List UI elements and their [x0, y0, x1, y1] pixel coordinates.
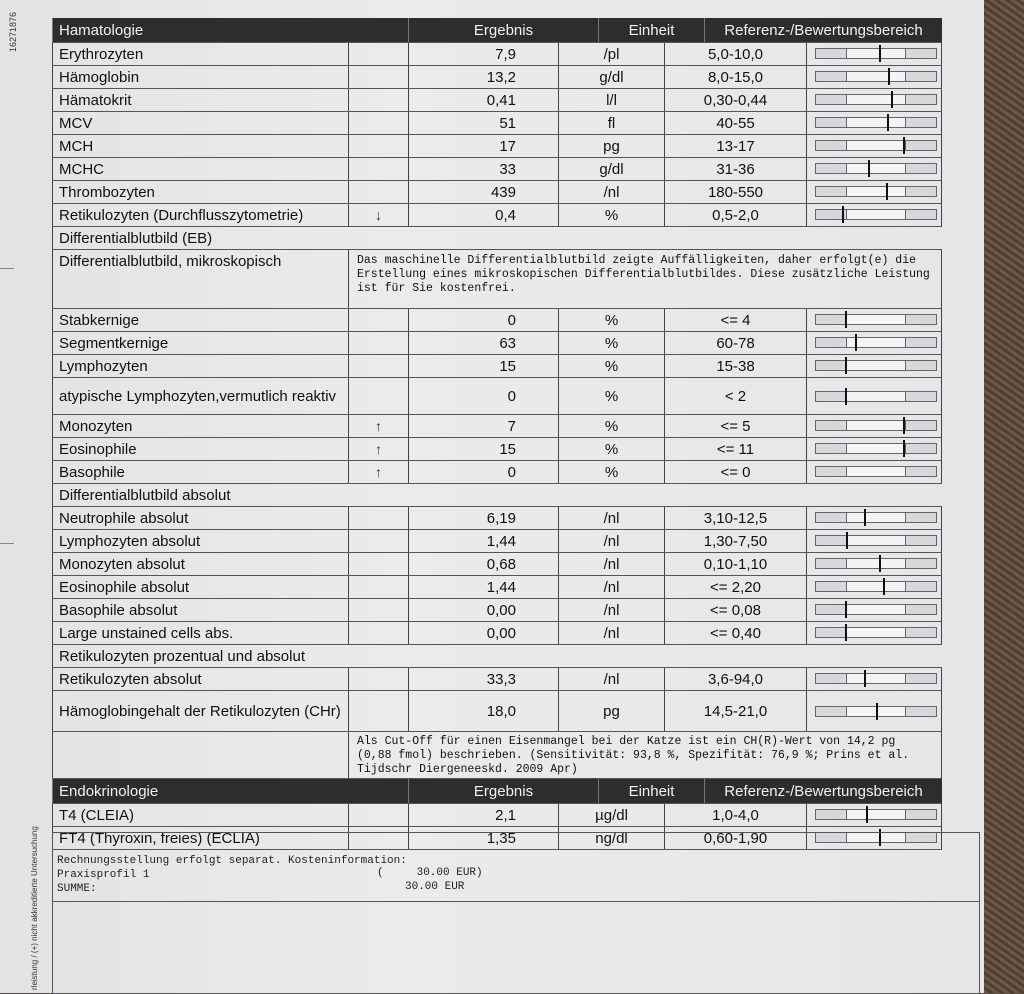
reference-bar [815, 420, 937, 431]
reference-zone [846, 49, 906, 58]
reference-bar [815, 512, 937, 523]
reference-zone [846, 392, 906, 401]
reference-bar-cell [806, 691, 942, 731]
reference-bar-cell [806, 89, 942, 111]
reference-bar [815, 581, 937, 592]
reference-bar [815, 673, 937, 684]
reference-zone [846, 605, 906, 614]
reference-range: 0,5-2,0 [664, 204, 806, 226]
reference-zone [846, 559, 906, 568]
reference-bar-cell [806, 599, 942, 621]
accreditation-note: rleistung / (+) nicht akkreditierte Untersuchung [30, 826, 39, 990]
unit: /pl [558, 43, 664, 65]
value-marker [903, 137, 905, 154]
test-name: MCV [52, 112, 348, 134]
reference-range: 0,60-1,90 [664, 827, 806, 849]
unit: % [558, 204, 664, 226]
result-value: 439 [408, 181, 558, 203]
reference-bar [815, 163, 937, 174]
value-marker [866, 806, 868, 823]
table-row [52, 332, 942, 355]
reference-zone [846, 444, 906, 453]
reference-bar [815, 337, 937, 348]
reference-bar-cell [806, 415, 942, 437]
table-row [52, 378, 942, 415]
reference-bar-cell [806, 461, 942, 483]
reference-range: < 2 [664, 378, 806, 414]
table-row [52, 553, 942, 576]
result-value: 15 [408, 355, 558, 377]
test-name: Retikulozyten absolut [52, 668, 348, 690]
reference-range: 0,10-1,10 [664, 553, 806, 575]
value-marker [845, 311, 847, 328]
deviation-arrow-icon [348, 43, 408, 65]
table-row [52, 158, 942, 181]
result-value: 7,9 [408, 43, 558, 65]
table-row [52, 438, 942, 461]
reference-range: 15-38 [664, 355, 806, 377]
section-title: Endokrinologie [52, 779, 348, 803]
reference-range: 180-550 [664, 181, 806, 203]
billing-line: Rechnungsstellung erfolgt separat. Kosteninformation: [57, 855, 407, 867]
result-value: 0,00 [408, 599, 558, 621]
table-row [52, 691, 942, 732]
test-name: Stabkernige [52, 309, 348, 331]
unit: % [558, 332, 664, 354]
unit: /nl [558, 599, 664, 621]
reference-zone [846, 467, 906, 476]
reference-bar [815, 535, 937, 546]
reference-zone [846, 674, 906, 683]
deviation-arrow-icon [348, 355, 408, 377]
reference-range: 1,30-7,50 [664, 530, 806, 552]
reference-range: 3,10-12,5 [664, 507, 806, 529]
unit: pg [558, 691, 664, 731]
reference-bar-cell [806, 332, 942, 354]
deviation-arrow-icon [348, 158, 408, 180]
result-value: 15 [408, 438, 558, 460]
result-value: 0,41 [408, 89, 558, 111]
test-name: Monozyten absolut [52, 553, 348, 575]
unit: µg/dl [558, 804, 664, 826]
result-value: 0 [408, 378, 558, 414]
fold-mark [0, 268, 14, 269]
reference-bar [815, 48, 937, 59]
differential-eb-section [52, 227, 942, 250]
reference-zone [846, 536, 906, 545]
spacer [52, 732, 348, 778]
table-row [52, 66, 942, 89]
value-marker [903, 417, 905, 434]
reference-bar-cell [806, 43, 942, 65]
deviation-arrow-icon: ↓ [348, 204, 408, 226]
document-id: 16271876 [8, 12, 18, 53]
deviation-arrow-icon [348, 309, 408, 331]
value-marker [842, 206, 844, 223]
reference-range: <= 4 [664, 309, 806, 331]
test-name: Eosinophile [52, 438, 348, 460]
value-marker [845, 624, 847, 641]
result-value: 51 [408, 112, 558, 134]
reference-column-header: Referenz-/Bewertungsbereich [704, 779, 942, 803]
deviation-arrow-icon [348, 622, 408, 644]
test-name: T4 (CLEIA) [52, 804, 348, 826]
reticulocyte-section [52, 645, 942, 668]
table-row [52, 530, 942, 553]
section-label: Retikulozyten prozentual und absolut [52, 645, 942, 667]
header2-header [52, 779, 942, 804]
test-name: FT4 (Thyroxin, freies) (ECLIA) [52, 827, 348, 849]
reference-bar-cell [806, 112, 942, 134]
result-value: 33,3 [408, 668, 558, 690]
reference-range: 40-55 [664, 112, 806, 134]
reference-bar [815, 466, 937, 477]
unit: g/dl [558, 66, 664, 88]
reference-range: 60-78 [664, 332, 806, 354]
reference-column-header: Referenz-/Bewertungsbereich [704, 18, 942, 42]
test-name: Basophile absolut [52, 599, 348, 621]
deviation-arrow-icon: ↑ [348, 415, 408, 437]
result-value: 17 [408, 135, 558, 157]
differential-absolute-section [52, 484, 942, 507]
test-name: Thrombozyten [52, 181, 348, 203]
value-marker [888, 68, 890, 85]
result-value: 33 [408, 158, 558, 180]
reference-range: 14,5-21,0 [664, 691, 806, 731]
deviation-arrow-icon [348, 507, 408, 529]
value-marker [887, 114, 889, 131]
reference-bar [815, 140, 937, 151]
section-label: Differentialblutbild absolut [52, 484, 942, 506]
reference-bar [815, 209, 937, 220]
unit: /nl [558, 530, 664, 552]
unit: /nl [558, 507, 664, 529]
result-value: 0 [408, 309, 558, 331]
reference-bar-cell [806, 553, 942, 575]
reference-zone [846, 315, 906, 324]
test-name: Hämoglobingehalt der Retikulozyten (CHr) [52, 691, 348, 731]
unit: l/l [558, 89, 664, 111]
table-row [52, 135, 942, 158]
reference-bar [815, 314, 937, 325]
unit: ng/dl [558, 827, 664, 849]
reference-range: <= 5 [664, 415, 806, 437]
result-column-header: Ergebnis [408, 18, 598, 42]
reference-bar-cell [806, 355, 942, 377]
result-value: 18,0 [408, 691, 558, 731]
reference-zone [846, 118, 906, 127]
reference-bar-cell [806, 135, 942, 157]
reference-bar-cell [806, 378, 942, 414]
table-row [52, 181, 942, 204]
reference-range: <= 0,08 [664, 599, 806, 621]
reference-bar-cell [806, 309, 942, 331]
reference-zone [846, 72, 906, 81]
differential-mikroskopisch-label-row [52, 250, 942, 309]
test-name: Monozyten [52, 415, 348, 437]
result-value: 0 [408, 461, 558, 483]
section-title: Hamatologie [52, 18, 348, 42]
reference-zone [846, 210, 906, 219]
reference-zone [846, 628, 906, 637]
value-marker [845, 357, 847, 374]
reference-bar [815, 360, 937, 371]
value-marker [855, 334, 857, 351]
table-row [52, 355, 942, 378]
reference-zone [846, 421, 906, 430]
reference-bar [815, 443, 937, 454]
deviation-arrow-icon [348, 332, 408, 354]
lab-results-table [52, 18, 942, 850]
test-name: atypische Lymphozyten,vermutlich reaktiv [52, 378, 348, 414]
reference-bar-cell [806, 576, 942, 598]
section-label: Differentialblutbild (EB) [52, 227, 942, 249]
unit-column-header: Einheit [598, 18, 704, 42]
table-row [52, 309, 942, 332]
unit: % [558, 461, 664, 483]
billing-info [52, 832, 980, 994]
test-name: Retikulozyten (Durchflusszytometrie) [52, 204, 348, 226]
reference-range: 0,30-0,44 [664, 89, 806, 111]
deviation-arrow-icon [348, 553, 408, 575]
test-name: Neutrophile absolut [52, 507, 348, 529]
result-value: 7 [408, 415, 558, 437]
table-row [52, 507, 942, 530]
reference-range: 13-17 [664, 135, 806, 157]
reference-range: 8,0-15,0 [664, 66, 806, 88]
value-marker [891, 91, 893, 108]
reference-range: 5,0-10,0 [664, 43, 806, 65]
table-row [52, 89, 942, 112]
value-marker [868, 160, 870, 177]
reference-bar [815, 186, 937, 197]
deviation-arrow-icon [348, 599, 408, 621]
header1-header [52, 18, 942, 43]
background-carpet [984, 0, 1024, 993]
deviation-arrow-icon [348, 668, 408, 690]
unit-column-header: Einheit [598, 779, 704, 803]
reference-bar-cell [806, 181, 942, 203]
reference-bar [815, 604, 937, 615]
reference-zone [846, 513, 906, 522]
reference-bar-cell [806, 622, 942, 644]
table-row [52, 804, 942, 827]
test-name: MCH [52, 135, 348, 157]
fold-mark [0, 543, 14, 544]
value-marker [903, 440, 905, 457]
test-name: Large unstained cells abs. [52, 622, 348, 644]
value-marker [864, 670, 866, 687]
reference-range: <= 2,20 [664, 576, 806, 598]
unit: /nl [558, 668, 664, 690]
reference-zone [846, 141, 906, 150]
billing-sum-label: SUMME: [57, 883, 97, 895]
table-row [52, 576, 942, 599]
result-value: 63 [408, 332, 558, 354]
differential-mikroskopisch-label: Differentialblutbild, mikroskopisch [52, 250, 348, 308]
unit: % [558, 438, 664, 460]
unit: % [558, 378, 664, 414]
deviation-arrow-icon [348, 89, 408, 111]
unit: fl [558, 112, 664, 134]
reference-range: 31-36 [664, 158, 806, 180]
deviation-arrow-icon [348, 112, 408, 134]
reference-range: 3,6-94,0 [664, 668, 806, 690]
result-column-header: Ergebnis [408, 779, 598, 803]
reference-bar-cell [806, 66, 942, 88]
unit: /nl [558, 181, 664, 203]
deviation-arrow-icon [348, 181, 408, 203]
reference-bar [815, 558, 937, 569]
reference-range: <= 0,40 [664, 622, 806, 644]
reference-bar [815, 71, 937, 82]
test-name: Hämoglobin [52, 66, 348, 88]
table-row [52, 668, 942, 691]
reference-bar [815, 809, 937, 820]
value-marker [864, 509, 866, 526]
value-marker [845, 601, 847, 618]
test-name: Hämatokrit [52, 89, 348, 111]
deviation-arrow-icon: ↑ [348, 461, 408, 483]
result-value: 0,4 [408, 204, 558, 226]
test-name: Erythrozyten [52, 43, 348, 65]
test-name: Basophile [52, 461, 348, 483]
value-marker [876, 703, 878, 720]
reticulocyte-note-row [52, 732, 942, 779]
reference-bar [815, 627, 937, 638]
reference-zone [846, 164, 906, 173]
billing-profile: Praxisprofil 1 [57, 869, 150, 881]
unit: % [558, 355, 664, 377]
reference-zone [846, 361, 906, 370]
reference-bar-cell [806, 507, 942, 529]
result-value: 1,35 [408, 827, 558, 849]
reference-range: <= 0 [664, 461, 806, 483]
deviation-arrow-icon [348, 576, 408, 598]
result-value: 6,19 [408, 507, 558, 529]
billing-sum: 30.00 EUR [405, 881, 465, 893]
test-name: MCHC [52, 158, 348, 180]
table-row [52, 43, 942, 66]
table-row [52, 461, 942, 484]
reference-zone [846, 95, 906, 104]
reference-bar-cell [806, 530, 942, 552]
table-row [52, 599, 942, 622]
value-marker [845, 388, 847, 405]
reference-bar [815, 117, 937, 128]
reference-bar-cell [806, 668, 942, 690]
unit: % [558, 415, 664, 437]
unit: /nl [558, 553, 664, 575]
result-value: 1,44 [408, 576, 558, 598]
value-marker [879, 45, 881, 62]
result-value: 13,2 [408, 66, 558, 88]
reference-zone [846, 582, 906, 591]
reference-bar-cell [806, 158, 942, 180]
deviation-arrow-icon: ↑ [348, 438, 408, 460]
reference-zone [846, 187, 906, 196]
reference-bar-cell [806, 804, 942, 826]
table-row [52, 622, 942, 645]
test-name: Eosinophile absolut [52, 576, 348, 598]
reference-range: 1,0-4,0 [664, 804, 806, 826]
result-value: 0,68 [408, 553, 558, 575]
unit: /nl [558, 622, 664, 644]
deviation-arrow-icon [348, 135, 408, 157]
reference-bar [815, 94, 937, 105]
deviation-arrow-icon [348, 804, 408, 826]
billing-amount: ( 30.00 EUR) [377, 867, 483, 879]
reference-bar [815, 706, 937, 717]
result-value: 2,1 [408, 804, 558, 826]
table-row [52, 204, 942, 227]
test-name: Lymphozyten absolut [52, 530, 348, 552]
unit: /nl [558, 576, 664, 598]
table-row [52, 112, 942, 135]
result-value: 0,00 [408, 622, 558, 644]
test-name: Segmentkernige [52, 332, 348, 354]
reference-bar-cell [806, 204, 942, 226]
deviation-arrow-icon [348, 691, 408, 731]
differential-note: Das maschinelle Differentialblutbild zeigte Auffälligkeiten, daher erfolgt(e) die Erstellung eines mikroskopischen Differentialblutbildes. Diese zusätzliche Leistung ist für Sie kostenfrei. [348, 250, 942, 308]
table-row [52, 415, 942, 438]
unit: pg [558, 135, 664, 157]
value-marker [886, 183, 888, 200]
unit: g/dl [558, 158, 664, 180]
reticulocyte-note: Als Cut-Off für einen Eisenmangel bei der Katze ist ein CH(R)-Wert von 14,2 pg (0,88 fmol) beschrieben. (Sensitivität: 93,8 %, Spezifität: 76,9 %; Prins et al. Tijdschr Diergeneeskd. 2009 Apr) [348, 732, 942, 778]
reference-bar-cell [806, 438, 942, 460]
unit: % [558, 309, 664, 331]
reference-range: <= 11 [664, 438, 806, 460]
deviation-arrow-icon [348, 378, 408, 414]
deviation-arrow-icon [348, 66, 408, 88]
result-value: 1,44 [408, 530, 558, 552]
reference-zone [846, 810, 906, 819]
value-marker [883, 578, 885, 595]
deviation-arrow-icon [348, 530, 408, 552]
value-marker [846, 532, 848, 549]
value-marker [879, 555, 881, 572]
test-name: Lymphozyten [52, 355, 348, 377]
reference-bar [815, 391, 937, 402]
